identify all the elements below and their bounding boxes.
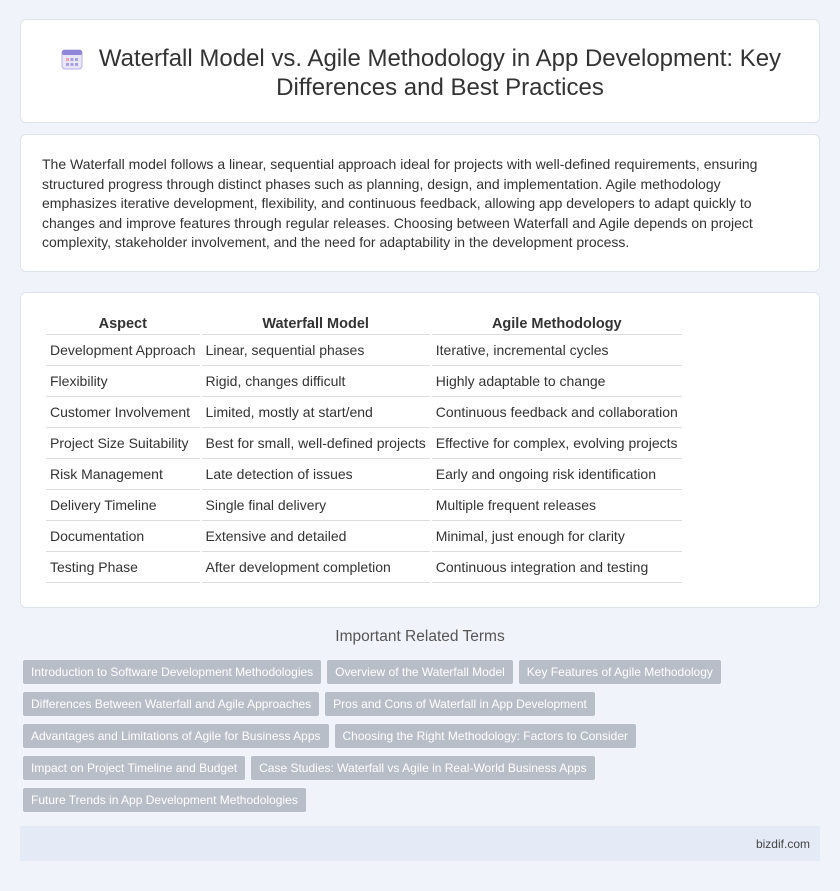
related-term-tag[interactable]: Future Trends in App Development Methodologies xyxy=(23,788,306,812)
footer-brand: bizdif.com xyxy=(755,837,810,851)
related-term-tag[interactable]: Key Features of Agile Methodology xyxy=(519,660,721,684)
table-cell: Extensive and detailed xyxy=(202,521,430,552)
table-row xyxy=(46,335,682,366)
table-cell: Limited, mostly at start/end xyxy=(202,397,430,428)
table-cell: Customer Involvement xyxy=(46,397,200,428)
intro-card xyxy=(20,134,820,272)
table-header-row xyxy=(46,313,682,335)
related-term-tag[interactable]: Differences Between Waterfall and Agile Approaches xyxy=(23,692,319,716)
table-cell: After development completion xyxy=(202,552,430,583)
table-cell: Project Size Suitability xyxy=(46,428,200,459)
table-cell: Testing Phase xyxy=(46,552,200,583)
table-cell: Early and ongoing risk identification xyxy=(432,459,682,490)
table-cell: Best for small, well-defined projects xyxy=(202,428,430,459)
title-card xyxy=(20,19,820,123)
comparison-table xyxy=(44,313,684,583)
column-header-agile: Agile Methodology xyxy=(432,313,682,335)
table-cell: Multiple frequent releases xyxy=(432,490,682,521)
related-term-tag[interactable]: Introduction to Software Development Methodologies xyxy=(23,660,321,684)
column-header-aspect: Aspect xyxy=(46,313,200,335)
related-term-tag[interactable]: Choosing the Right Methodology: Factors to Consider xyxy=(335,724,637,748)
related-term-tag[interactable]: Advantages and Limitations of Agile for Business Apps xyxy=(23,724,329,748)
related-term-tag[interactable]: Overview of the Waterfall Model xyxy=(327,660,513,684)
related-term-tag[interactable]: Case Studies: Waterfall vs Agile in Real-World Business Apps xyxy=(251,756,594,780)
table-cell: Rigid, changes difficult xyxy=(202,366,430,397)
table-cell: Linear, sequential phases xyxy=(202,335,430,366)
related-terms-list xyxy=(23,660,763,812)
table-cell: Continuous integration and testing xyxy=(432,552,682,583)
table-row xyxy=(46,428,682,459)
table-cell: Minimal, just enough for clarity xyxy=(432,521,682,552)
table-cell: Late detection of issues xyxy=(202,459,430,490)
column-header-waterfall: Waterfall Model xyxy=(202,313,430,335)
table-cell: Highly adaptable to change xyxy=(432,366,682,397)
table-row xyxy=(46,490,682,521)
table-cell: Delivery Timeline xyxy=(46,490,200,521)
related-terms-heading: Important Related Terms xyxy=(335,628,505,645)
table-row xyxy=(46,521,682,552)
table-cell: Single final delivery xyxy=(202,490,430,521)
intro-paragraph: The Waterfall model follows a linear, sequential approach ideal for projects with well-defined requirements, ensuring structured progress through distinct phases such as planning, design, and implementation. Agile methodology emphasizes iterative development, flexibility, and continuous feedback, allowing app developers to adapt quickly to changes and improve features through regular releases. Choosing between Waterfall and Agile depends on project complexity, stakeholder involvement, and the need for adaptability in the development process. xyxy=(42,156,758,250)
comparison-card xyxy=(20,292,820,608)
table-cell: Documentation xyxy=(46,521,200,552)
table-row xyxy=(46,552,682,583)
table-cell: Flexibility xyxy=(46,366,200,397)
table-row xyxy=(46,366,682,397)
related-term-tag[interactable]: Pros and Cons of Waterfall in App Development xyxy=(325,692,595,716)
table-cell: Development Approach xyxy=(46,335,200,366)
table-row xyxy=(46,397,682,428)
table-row xyxy=(46,459,682,490)
table-cell: Continuous feedback and collaboration xyxy=(432,397,682,428)
table-cell: Risk Management xyxy=(46,459,200,490)
page-title: Waterfall Model vs. Agile Methodology in App Development: Key Differences and Best Practices xyxy=(98,45,782,101)
table-cell: Iterative, incremental cycles xyxy=(432,335,682,366)
table-cell: Effective for complex, evolving projects xyxy=(432,428,682,459)
footer xyxy=(20,826,820,861)
related-term-tag[interactable]: Impact on Project Timeline and Budget xyxy=(23,756,245,780)
